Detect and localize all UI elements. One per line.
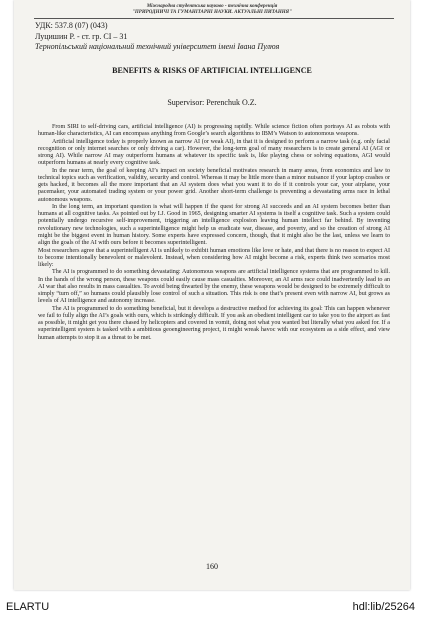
repository-footer bbox=[0, 592, 424, 620]
paragraph: From SIRI to self-driving cars, artificial intelligence (AI) is progressing rapidly. While science fiction often portrays AI as robots with human-like characteristics, AI can encompass anything from Google’s search algorithms to IBM’s Watson to autonomous weapons. bbox=[38, 124, 390, 138]
author-line: Луцишин Р. - ст. гр. СІ – 31 bbox=[35, 32, 128, 41]
udc-code: УДК: 537.8 (07) (043) bbox=[35, 21, 108, 30]
university-name: Тернопільський національний технічний університет імені Івана Пулюя bbox=[35, 42, 280, 51]
paragraph: In the near term, the goal of keeping AI’s impact on society beneficial motivates research in many areas, from economics and law to technical topics such as verification, validity, security and control. Whereas it may be little more than a minor nuisance if your laptop crashes or gets hacked, it becomes all the more important that an AI system does what you want it to do if it controls your car, your airplane, your pacemaker, your automated trading system or your power grid. Another short-term challenge is preventing a devastating arms race in lethal autonomous weapons. bbox=[38, 167, 390, 203]
conference-line-1: Міжнародна студентська науково - технічна конференція bbox=[146, 4, 278, 9]
paragraph: The AI is programmed to do something devastating: Autonomous weapons are artificial intelligence systems that are programmed to kill. In the hands of the wrong person, these weapons could easily cause mass casualties. Moreover, an AI arms race could inadvertently lead to an AI war that also results in mass casualties. To avoid being thwarted by the enemy, these weapons would be designed to be extremely difficult to simply “turn off,” so humans could plausibly lose control of such a situation. This risk is one that’s present even with narrow AI, but grows as levels of AI intelligence and autonomy increase. bbox=[38, 269, 390, 305]
repository-name: ELARTU bbox=[6, 601, 50, 613]
supervisor-line: Supervisor: Perenchuk O.Z. bbox=[167, 98, 257, 107]
paragraph: The AI is programmed to do something beneficial, but it develops a destructive method for achieving its goal: This can happen whenever we fail to fully align the AI’s goals with ours, which is strikingly difficult. If you ask an obedient intelligent car to take you to the airport as fast as possible, it might get you there chased by helicopters and covered in vomit, doing not what you wanted but literally what you asked for. If a superintelligent system is tasked with a ambitious geoengineering project, it might wreak havoc with our ecosystem as a side effect, and view human attempts to stop it as a threat to be met. bbox=[38, 305, 390, 341]
conference-header bbox=[14, 4, 410, 16]
page-number: 160 bbox=[206, 562, 218, 571]
paragraph: In the long term, an important question is what will happen if the quest for strong AI succeeds and an AI system becomes better than humans at all cognitive tasks. As pointed out by I.J. Good in 1965, designing smarter AI systems is itself a cognitive task. Such a system could potentially undergo recursive self-improvement, triggering an intelligence explosion leaving human intellect far behind. By inventing revolutionary new technologies, such a superintelligence might help us eradicate war, disease, and poverty, and so the creation of strong AI might be the biggest event in human history. Some experts have expressed concern, though, that it might also be the last, unless we learn to align the goals of the AI with ours before it becomes superintelligent. bbox=[38, 203, 390, 247]
header-divider bbox=[34, 18, 394, 19]
paragraph: Most researchers agree that a superintelligent AI is unlikely to exhibit human emotions like love or hate, and that there is no reason to expect AI to become intentionally benevolent or malevolent. Instead, when considering how AI might become a risk, experts think two scenarios most likely: bbox=[38, 247, 390, 269]
document-page bbox=[14, 0, 410, 590]
conference-line-2: "ПРИРОДНИЧІ ТА ГУМАНІТАРНІ НАУКИ. АКТУАЛЬНІ ПИТАННЯ" bbox=[132, 10, 292, 15]
article-body bbox=[38, 124, 390, 342]
article-title: BENEFITS & RISKS OF ARTIFICIAL INTELLIGENCE bbox=[112, 66, 312, 75]
paragraph: Artificial intelligence today is properly known as narrow AI (or weak AI), in that it is designed to perform a narrow task (e.g. only facial recognition or only internet searches or only driving a car). However, the long-term goal of many researchers is to create general AI (AGI or strong AI). While narrow AI may outperform humans at whatever its specific task is, like playing chess or solving equations, AGI would outperform humans at nearly every cognitive task. bbox=[38, 138, 390, 167]
handle-link[interactable]: hdl:lib/25264 bbox=[352, 601, 415, 613]
